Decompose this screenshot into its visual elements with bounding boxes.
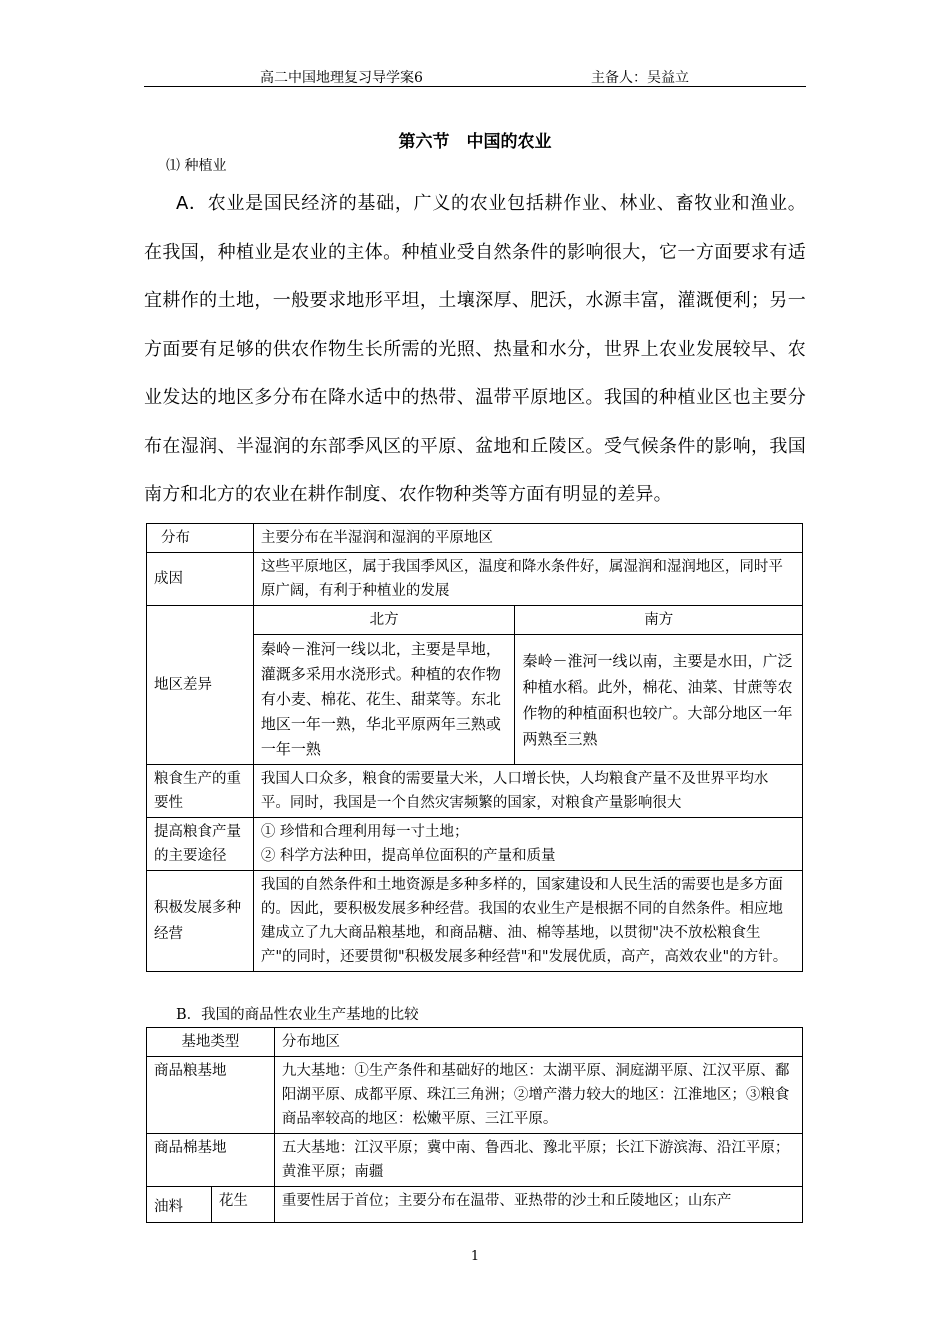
row-text: 我国人口众多，粮食的需要量大米，人口增长快，人均粮食产量不及世界平均水平。同时，我国是一个自然灾害频繁的国家，对粮食产量影响很大 [253, 765, 802, 818]
row-text: 九大基地：①生产条件和基础好的地区：太湖平原、洞庭湖平原、江汉平原、鄱阳湖平原、成都平原、珠江三角洲；②增产潜力较大的地区：江淮地区；③粮食商品率较高的地区：松嫩平原、三江平原。 [274, 1057, 802, 1134]
row-text: 五大基地：江汉平原；冀中南、鲁西北、豫北平原；长江下游滨海、沿江平原；黄淮平原；南疆 [274, 1134, 802, 1187]
table-row [147, 765, 803, 818]
south-header: 南方 [515, 606, 803, 635]
header-area: 分布地区 [274, 1028, 802, 1057]
row-text: 我国的自然条件和土地资源是多种多样的，国家建设和人民生活的需要也是多方面的。因此，要积极发展多种经营。我国的农业生产是根据不同的自然条件。相应地建成立了九大商品粮基地，和商品糖、油、棉等基地，以贯彻"决不放松粮食生产"的同时，还要贯彻"积极发展多种经营"和"发展优质，高产，高效农业"的方针。 [253, 871, 802, 972]
row-label: 成因 [147, 553, 254, 606]
row-text: 这些平原地区，属于我国季风区，温度和降水条件好，属湿润和湿润地区，同时平原广阔，有利于种植业的发展 [253, 553, 802, 606]
north-text: 秦岭－淮河一线以北，主要是旱地，灌溉多采用水浇形式。种植的农作物有小麦、棉花、花生、甜菜等。东北地区一年一熟，华北平原两年三熟或一年一熟 [253, 635, 515, 765]
row-text: 重要性居于首位；主要分布在温带、亚热带的沙土和丘陵地区；山东产 [274, 1187, 802, 1223]
table-row [147, 818, 803, 871]
section-title: 第六节 中国的农业 [398, 132, 552, 152]
header-type: 基地类型 [147, 1028, 275, 1057]
row-label: 油料 [147, 1187, 212, 1223]
header-title: 高二中国地理复习导学案6 [260, 70, 423, 86]
row-label: 商品粮基地 [147, 1057, 275, 1134]
subheading: ⑴ 种植业 [166, 158, 227, 174]
base-table [146, 1027, 803, 1223]
north-header: 北方 [253, 606, 515, 635]
table-row [147, 871, 803, 972]
header-author: 主备人：吴益立 [591, 70, 689, 86]
table2-caption: B．我国的商品性农业生产基地的比较 [176, 1007, 419, 1023]
intro-paragraph: A．农业是国民经济的基础，广义的农业包括耕作业、林业、畜牧业和渔业。在我国，种植业是农业的主体。种植业受自然条件的影响很大，它一方面要求有适宜耕作的土地，一般要求地形平坦，土壤深厚、肥沃，水源丰富，灌溉便利；另一方面要有足够的供农作物生长所需的光照、热量和水分，世界上农业发展较早、农业发达的地区多分布在降水适中的热带、温带平原地区。我国的种植业区也主要分布在湿润、半湿润的东部季风区的平原、盆地和丘陵区。受气候条件的影响，我国南方和北方的农业在耕作制度、农作物种类等方面有明显的差异。 [144, 193, 806, 505]
way-item: ② 科学方法种田，提高单位面积的产量和质量 [260, 848, 556, 864]
table-row [147, 524, 803, 553]
table-row [147, 1057, 803, 1134]
table-row [147, 1028, 803, 1057]
page-number: 1 [470, 1249, 480, 1264]
table-row [147, 1187, 803, 1223]
table-row [147, 606, 803, 635]
planting-table [146, 523, 803, 972]
table-row [147, 1134, 803, 1187]
row-label: 积极发展多种经营 [147, 871, 254, 972]
way-item: ① 珍惜和合理利用每一寸土地； [260, 824, 469, 840]
row-label: 商品棉基地 [147, 1134, 275, 1187]
row-label: 粮食生产的重要性 [147, 765, 254, 818]
page-header [144, 66, 806, 87]
row-label: 提高粮食产量的主要途径 [147, 818, 254, 871]
row-text: 主要分布在半湿润和湿润的平原地区 [253, 524, 802, 553]
row-sublabel: 花生 [211, 1187, 274, 1223]
row-label: 地区差异 [147, 606, 254, 765]
south-text: 秦岭－淮河一线以南，主要是水田，广泛种植水稻。此外，棉花、油菜、甘蔗等农作物的种植面积也较广。大部分地区一年两熟至三熟 [515, 635, 803, 765]
table-row [147, 553, 803, 606]
row-label: 分布 [147, 524, 254, 553]
row-text [253, 818, 802, 871]
